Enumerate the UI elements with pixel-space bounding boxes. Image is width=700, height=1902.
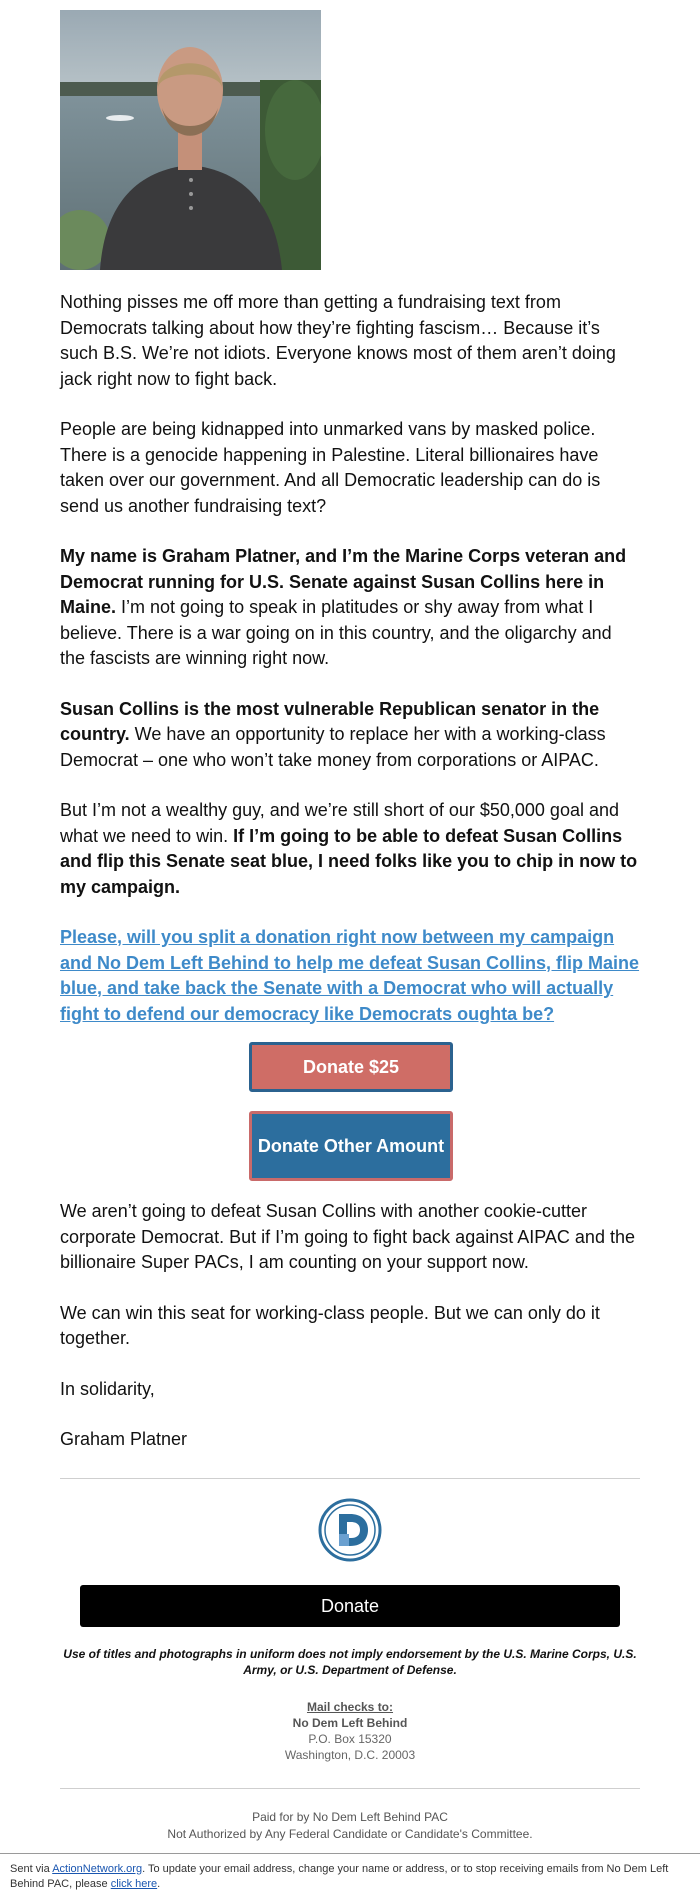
not-authorized-line: Not Authorized by Any Federal Candidate or Candidate's Committee.: [167, 1827, 533, 1841]
mail-checks-block: [60, 1699, 640, 1763]
goal-plain-text: But I’m not a wealthy guy, and we’re still short of our $50,000 goal and what we need to win.: [60, 800, 619, 846]
paragraph-collins: [60, 697, 640, 774]
click-here-link[interactable]: click here: [110, 1878, 158, 1890]
paragraph-goal: [60, 798, 640, 900]
collins-bold-text: Susan Collins is the most vulnerable Republican senator in the country.: [60, 698, 600, 744]
footer-end-text: .: [157, 1878, 161, 1890]
divider: [60, 1478, 640, 1479]
candidate-photo: [60, 10, 321, 270]
intro-bold-text: My name is Graham Platner, and I’m the Marine Corps veteran and Democrat running for U.S. Senate against Susan Collins here in Maine.: [60, 546, 627, 617]
donation-ask-link[interactable]: Please, will you split a donation right now between my campaign and No Dem Left Behind to help me defeat Susan Collins, flip Maine blue, and take back the Senate with a Democrat who will actually fight to defend our democracy like Democrats oughta be?: [60, 927, 640, 1024]
candidate-photo-image: [60, 10, 321, 270]
email-body: [60, 290, 640, 1052]
paragraph-win-seat: We can win this seat for working-class people. But we can only do it together.: [60, 1302, 600, 1348]
paragraph-introduction: [60, 544, 640, 672]
donate-25-button[interactable]: Donate $25: [249, 1042, 453, 1092]
sent-via-text: Sent via: [10, 1863, 53, 1875]
collins-rest-text: We have an opportunity to replace her with a working-class Democrat – one who won’t take money from corporations or AIPAC.: [60, 724, 606, 770]
donate-other-amount-button[interactable]: Donate Other Amount: [249, 1111, 453, 1181]
mail-po-box: P.O. Box 15320: [308, 1732, 392, 1746]
logo-d-icon: [318, 1498, 382, 1562]
paragraph-cookie-cutter: We aren’t going to defeat Susan Collins with another cookie-cutter corporate Democrat. But if I’m going to fight back against AIPAC and the billionaire Super PACs, I am counting on your support now.: [60, 1201, 635, 1272]
mail-city: Washington, D.C. 20003: [284, 1748, 416, 1762]
donate-footer-button[interactable]: Donate: [80, 1585, 620, 1627]
paragraph-ask: [60, 925, 640, 1027]
paid-for-disclaimer: [60, 1809, 640, 1843]
goal-bold-text: If I’m going to be able to defeat Susan Collins and flip this Senate seat blue, I need folks like you to chip in now to my campaign.: [60, 825, 638, 897]
mail-org-name: No Dem Left Behind: [292, 1716, 408, 1730]
signoff: In solidarity,: [60, 1378, 155, 1399]
intro-rest-text: I’m not going to speak in platitudes or shy away from what I believe. There is a war going on in this country, and the oligarchy and the fascists are winning right now.: [60, 597, 612, 668]
mail-checks-title: Mail checks to:: [306, 1700, 394, 1714]
unsubscribe-footer: [10, 1862, 690, 1892]
paragraph-kidnapped: People are being kidnapped into unmarked vans by masked police. There is a genocide happening in Palestine. Literal billionaires have taken over our government. And all Democratic leadership can do is send us another fundraising text?: [60, 419, 601, 516]
footer-instructions-text: . To update your email address, change your name or address, or to stop receiving emails from No Dem Left Behind PAC, please: [10, 1863, 669, 1890]
paragraph-intro: Nothing pisses me off more than getting a fundraising text from Democrats talking about how they’re fighting fascism… Because it’s such B.S. We’re not idiots. Everyone knows most of them aren’t doing jack right now to fight back.: [60, 292, 616, 389]
signature-name: Graham Platner: [60, 1429, 188, 1449]
email-closing: [60, 1199, 640, 1478]
uniform-disclaimer: Use of titles and photographs in uniform does not imply endorsement by the U.S. Marine Corps, U.S. Army, or U.S. Department of Defense.: [63, 1647, 637, 1677]
footer-divider: [0, 1853, 700, 1854]
paid-for-line: Paid for by No Dem Left Behind PAC: [252, 1810, 448, 1824]
divider: [60, 1788, 640, 1789]
no-dem-left-behind-logo: [318, 1498, 382, 1562]
actionnetwork-link[interactable]: ActionNetwork.org: [52, 1863, 143, 1875]
